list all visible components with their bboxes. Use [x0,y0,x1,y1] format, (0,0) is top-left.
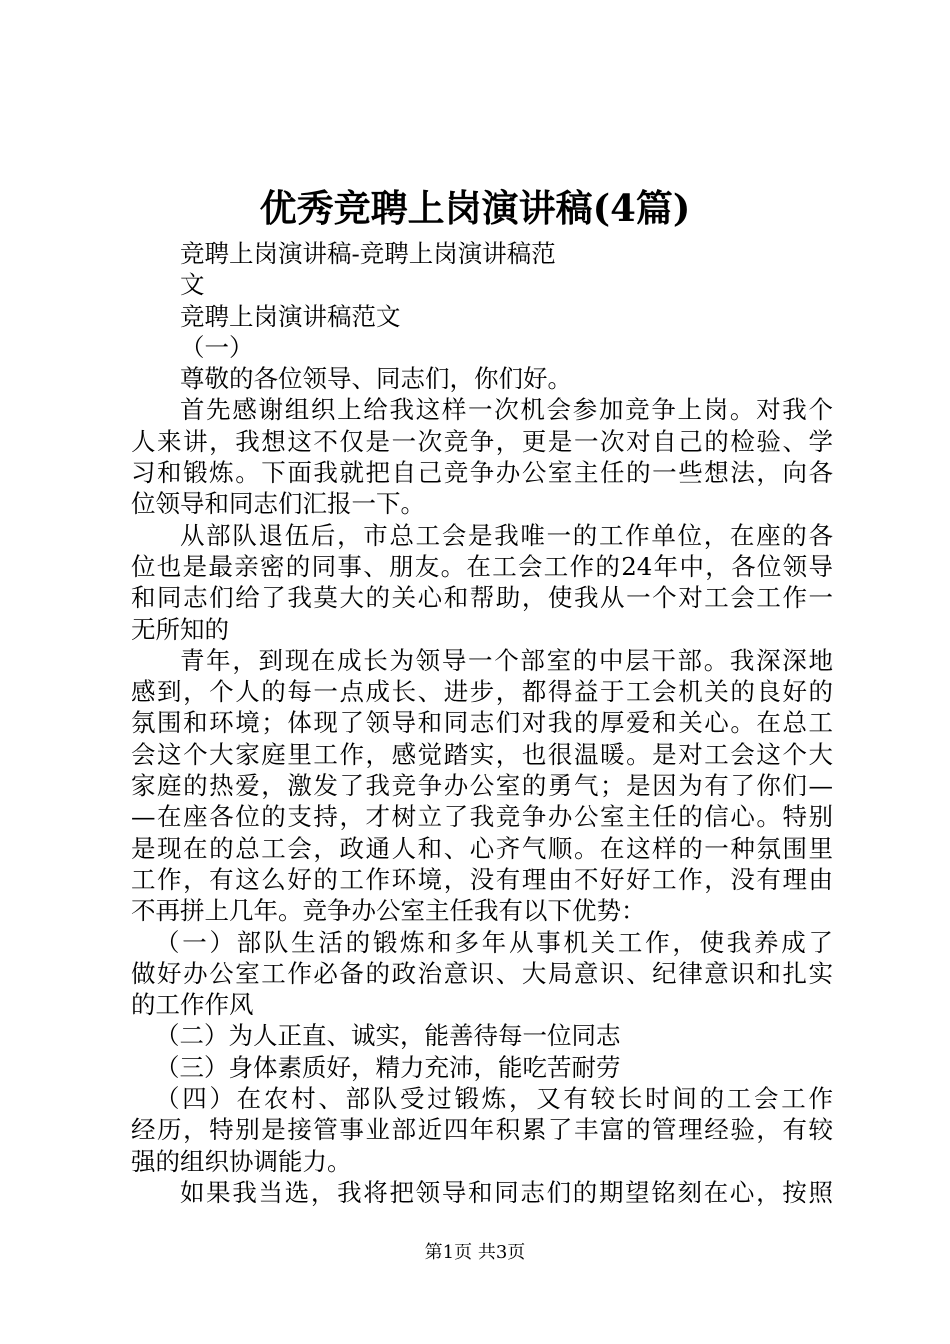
body-line: 和同志们给了我莫大的关心和帮助，使我从一个对工会工作一 [131,583,833,613]
body-line: 无所知的 [131,614,229,644]
body-line: （二）为人正直、诚实，能善待每一位同志 [155,1021,621,1051]
body-line: 家庭的热爱，激发了我竞争办公室的勇气；是因为有了你们— [131,771,833,801]
body-line: 首先感谢组织上给我这样一次机会参加竞争上岗。对我个 [180,395,833,425]
body-line: 强的组织协调能力。 [131,1146,352,1176]
body-line: （一）部队生活的锻炼和多年从事机关工作，使我养成了 [155,927,833,957]
body-line: 的工作作风 [131,990,254,1020]
body-line: 感到，个人的每一点成长、进步，都得益于工会机关的良好的 [131,677,833,707]
body-line: （三）身体素质好，精力充沛，能吃苦耐劳 [155,1052,621,1082]
body-line: 竞聘上岗演讲稿-竞聘上岗演讲稿范 [180,239,556,268]
body-line: 从部队退伍后，市总工会是我唯一的工作单位，在座的各 [180,520,833,550]
body-line: 是现在的总工会，政通人和、心齐气顺。在这样的一种氛围里 [131,833,833,863]
body-line: 文 [180,270,205,300]
body-line: 青年，到现在成长为领导一个部室的中层干部。我深深地 [180,645,833,675]
body-line: 氛围和环境；体现了领导和同志们对我的厚爱和关心。在总工 [131,708,833,738]
body-line: 位也是最亲密的同事、朋友。在工会工作的24年中，各位领导 [131,551,833,581]
body-line: （四）在农村、部队受过锻炼，又有较长时间的工会工作 [155,1084,833,1114]
body-line: 尊敬的各位领导、同志们，你们好。 [180,364,572,394]
body-line: 如果我当选，我将把领导和同志们的期望铭刻在心，按照 [180,1177,833,1207]
body-line: —在座各位的支持，才树立了我竞争办公室主任的信心。特别 [131,802,833,832]
body-line: 竞聘上岗演讲稿范文 [180,301,401,331]
document-body [131,238,833,1208]
body-line: 工作，有这么好的工作环境，没有理由不好好工作，没有理由 [131,864,833,894]
body-line: 位领导和同志们汇报一下。 [131,489,425,519]
page-footer: 第1页 共3页 [424,1242,526,1263]
body-line: 会这个大家庭里工作，感觉踏实，也很温暖。是对工会这个大 [131,739,833,769]
body-line: 人来讲，我想这不仅是一次竞争，更是一次对自己的检验、学 [131,426,833,456]
body-line: 做好办公室工作必备的政治意识、大局意识、纪律意识和扎实 [131,958,833,988]
body-line: 不再拼上几年。竞争办公室主任我有以下优势： [131,896,646,926]
body-line: （一） [180,332,254,362]
document-title: 优秀竞聘上岗演讲稿(4篇) [259,186,691,230]
body-line: 习和锻炼。下面我就把自己竞争办公室主任的一些想法，向各 [131,458,833,488]
body-line: 经历，特别是接管事业部近四年积累了丰富的管理经验，有较 [131,1115,833,1145]
